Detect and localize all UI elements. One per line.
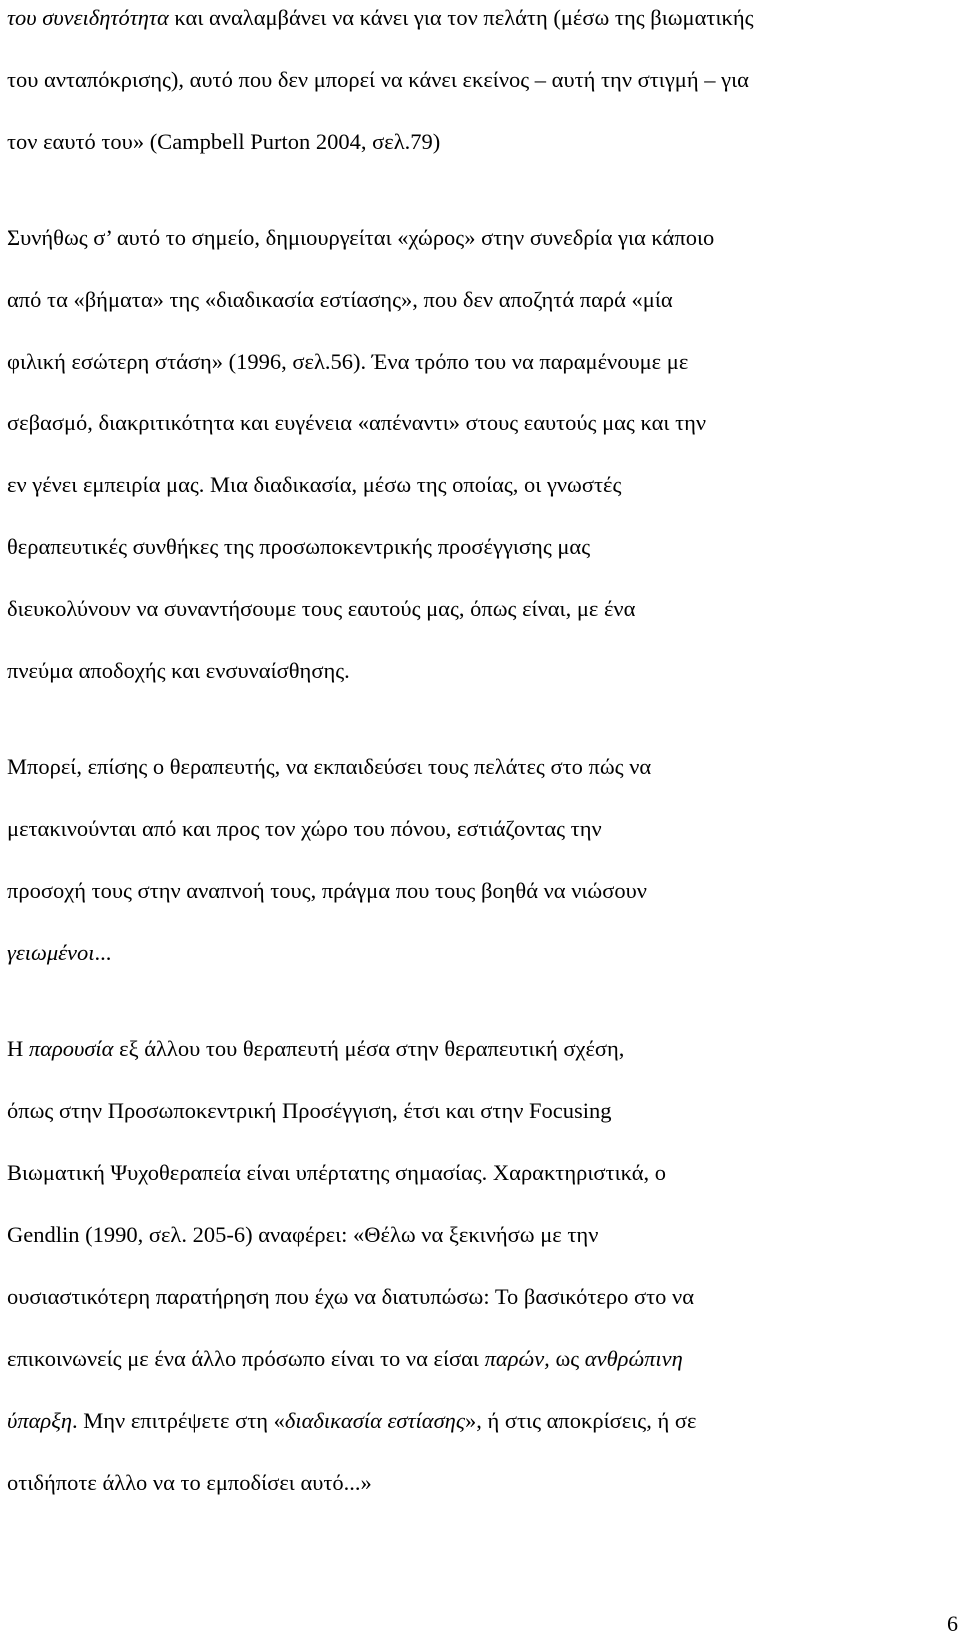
text-line bbox=[7, 471, 621, 499]
text-line bbox=[7, 533, 590, 561]
text-line bbox=[7, 815, 602, 843]
text-run: φιλική εσώτερη στάση» (1996, σελ.56). Ένα τρόπο του να παραμένουμε με bbox=[7, 349, 689, 374]
text-line bbox=[7, 1221, 598, 1249]
text-run: επικοινωνείς με ένα άλλο πρόσωπο είναι το να είσαι bbox=[7, 1346, 485, 1371]
text-run: Η bbox=[7, 1036, 29, 1061]
text-run: και αναλαμβάνει να κάνει για τον πελάτη (μέσω της βιωματικής bbox=[168, 5, 754, 30]
text-run: ως bbox=[549, 1346, 585, 1371]
text-run: του ανταπόκρισης), αυτό που δεν μπορεί να κάνει εκείνος – αυτή την στιγμή – για bbox=[7, 67, 749, 92]
text-line bbox=[7, 66, 749, 94]
italic-text: διαδικασία εστίασης bbox=[284, 1408, 465, 1433]
italic-text: ύπαρξη bbox=[7, 1408, 73, 1433]
text-run: », ή στις αποκρίσεις, ή σε bbox=[464, 1408, 697, 1433]
text-line bbox=[7, 657, 350, 685]
text-run: εξ άλλου του θεραπευτή μέσα στην θεραπευτική σχέση, bbox=[113, 1036, 625, 1061]
text-run: πνεύμα αποδοχής και ενσυναίσθησης. bbox=[7, 658, 350, 683]
text-line bbox=[7, 877, 647, 905]
text-run: Gendlin (1990, σελ. 205-6) αναφέρει: «Θέλω να ξεκινήσω με την bbox=[7, 1222, 599, 1247]
italic-text: παρών, bbox=[484, 1346, 550, 1371]
text-run: από τα «βήματα» της «διαδικασία εστίασης», που δεν αποζητά παρά «μία bbox=[7, 287, 673, 312]
text-line bbox=[7, 1159, 666, 1187]
text-line bbox=[7, 1035, 624, 1063]
text-line bbox=[7, 939, 111, 967]
text-line bbox=[7, 595, 635, 623]
text-run: εν γένει εμπειρία μας. Μια διαδικασία, μέσω της οποίας, οι γνωστές bbox=[7, 472, 622, 497]
text-line bbox=[7, 1407, 696, 1435]
text-line bbox=[7, 286, 673, 314]
text-run: ... bbox=[94, 940, 112, 965]
text-run: όπως στην Προσωποκεντρική Προσέγγιση, έτσι και στην Focusing bbox=[7, 1098, 612, 1123]
text-line bbox=[7, 224, 714, 252]
text-run: Μπορεί, επίσης ο θεραπευτής, να εκπαιδεύσει τους πελάτες στο πώς να bbox=[7, 754, 652, 779]
text-line bbox=[7, 1469, 372, 1497]
page-number: 6 bbox=[947, 1611, 958, 1636]
text-run: Συνήθως σ’ αυτό το σημείο, δημιουργείται «χώρος» στην συνεδρία για κάποιο bbox=[7, 225, 715, 250]
text-line bbox=[7, 1283, 694, 1311]
text-line bbox=[7, 753, 651, 781]
text-line bbox=[7, 128, 440, 156]
text-line bbox=[7, 1345, 683, 1373]
text-line bbox=[7, 409, 706, 437]
text-run: μετακινούνται από και προς τον χώρο του πόνου, εστιάζοντας την bbox=[7, 816, 602, 841]
text-run: οτιδήποτε άλλο να το εμποδίσει αυτό...» bbox=[7, 1470, 372, 1495]
text-run: θεραπευτικές συνθήκες της προσωποκεντρικής προσέγγισης μας bbox=[7, 534, 591, 559]
text-line bbox=[7, 1097, 612, 1125]
text-line bbox=[7, 4, 754, 32]
text-run: προσοχή τους στην αναπνοή τους, πράγμα που τους βοηθά να νιώσουν bbox=[7, 878, 647, 903]
italic-text: παρουσία bbox=[28, 1036, 114, 1061]
italic-text: ανθρώπινη bbox=[584, 1346, 683, 1371]
text-run: σεβασμό, διακριτικότητα και ευγένεια «απέναντι» στους εαυτούς μας και την bbox=[7, 410, 707, 435]
text-run: Βιωματική Ψυχοθεραπεία είναι υπέρτατης σημασίας. Χαρακτηριστικά, ο bbox=[7, 1160, 667, 1185]
italic-text: του συνειδητότητα bbox=[7, 5, 169, 30]
text-run: . Μην επιτρέψετε στη « bbox=[72, 1408, 285, 1433]
text-line bbox=[7, 348, 688, 376]
text-run: τον εαυτό του» (Campbell Purton 2004, σελ.79) bbox=[7, 129, 441, 154]
text-run: διευκολύνουν να συναντήσουμε τους εαυτούς μας, όπως είναι, με ένα bbox=[7, 596, 636, 621]
text-run: ουσιαστικότερη παρατήρηση που έχω να διατυπώσω: Το βασικότερο στο να bbox=[7, 1284, 694, 1309]
italic-text: γειωμένοι bbox=[7, 940, 95, 965]
